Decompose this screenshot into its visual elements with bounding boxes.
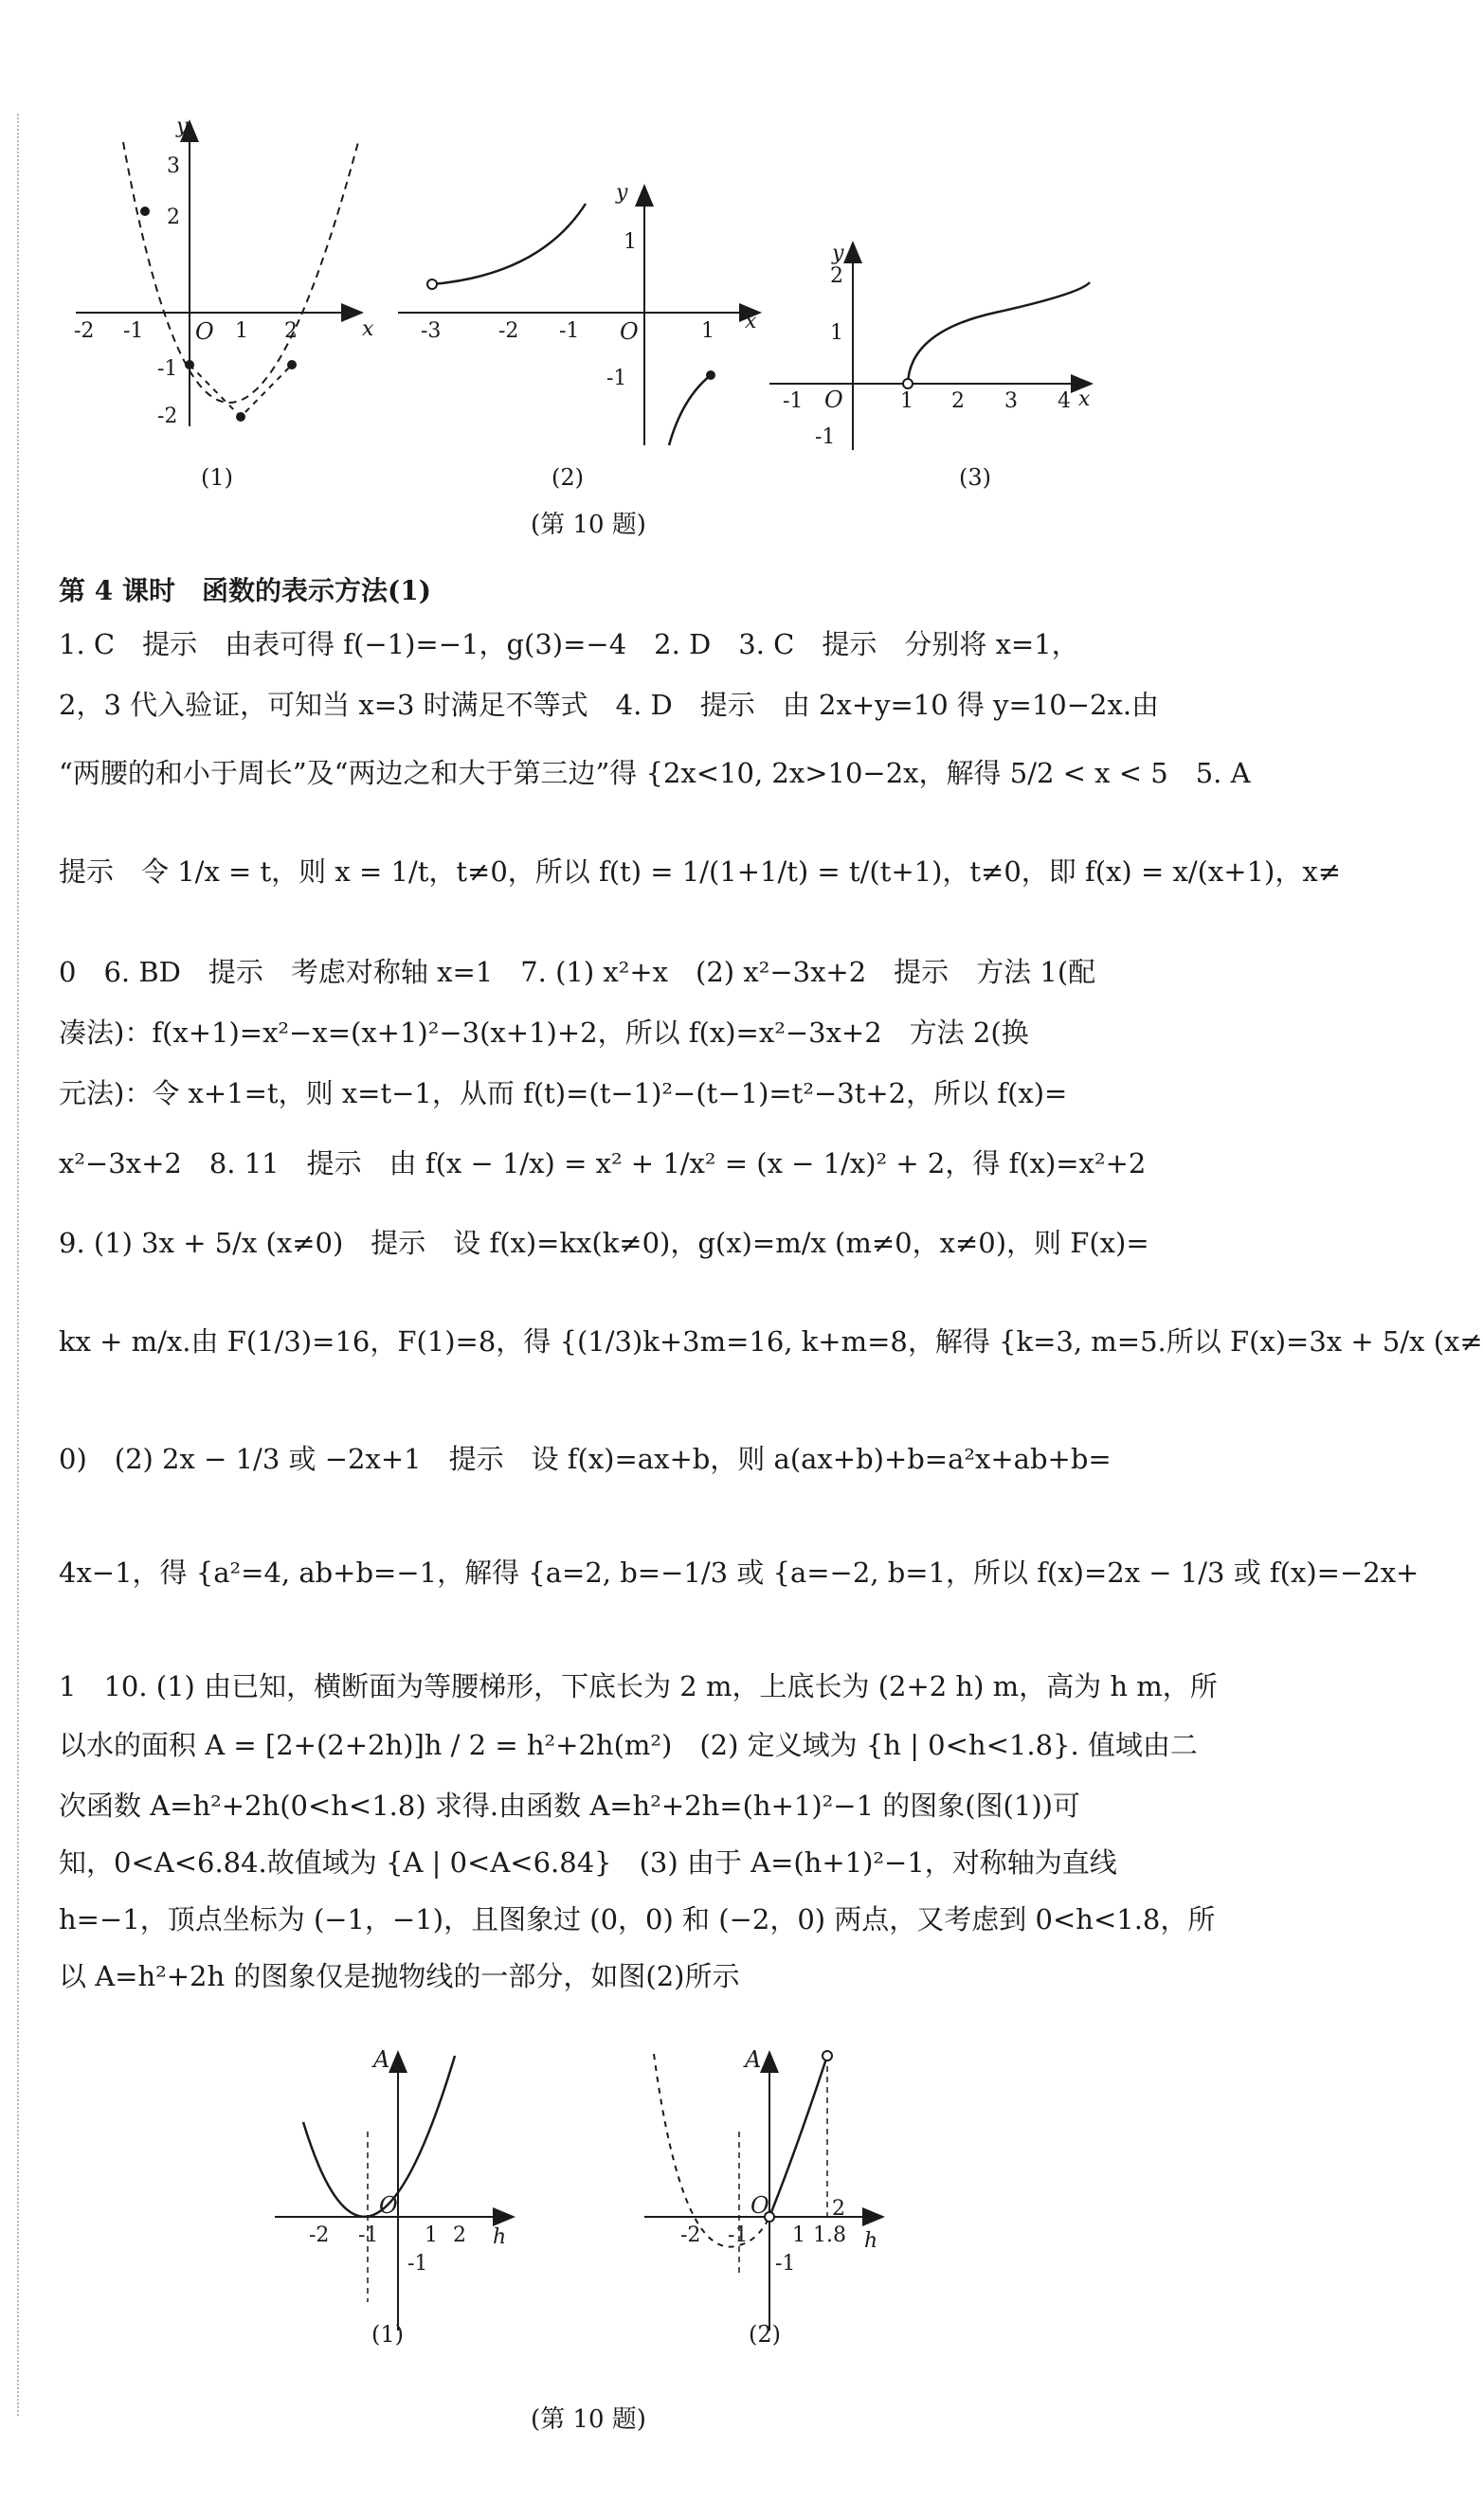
fig3-xtick-m1: -1 [783, 389, 804, 413]
top-figures-label: (第 10 题) [531, 511, 646, 539]
text-line-9: 9. (1) 3x + 5/x (x≠0) 提示 设 f(x)=kx(k≠0)，g(x)=m/x (m≠0，x≠0)，则 F(x)= [59, 1227, 1149, 1259]
fig3-caption: (3) [959, 464, 991, 491]
fig1-ytick-m2: -2 [157, 405, 178, 428]
fig2-xtick-m3: -3 [421, 319, 442, 343]
text-line-3: “两腰的和小于周长”及“两边之和大于第三边”得 {2x<10, 2x>10−2x，解得 5/2 < x < 5 5. A [59, 757, 1251, 789]
text-line-12: 4x−1，得 {a²=4, ab+b=−1，解得 {a=2, b=−1/3 或 {a=−2, b=1，所以 f(x)=2x − 1/3 或 f(x)=−2x+ [59, 1557, 1420, 1589]
bfig2-y-label: A [745, 2046, 762, 2073]
fig2-xtick-m2: -2 [498, 319, 519, 343]
fig1-xtick-2: 2 [284, 319, 298, 343]
bfig2-xtick-m2: -2 [680, 2223, 701, 2247]
fig2-open-point [427, 279, 437, 289]
bfig2-ytick-2: 2 [832, 2197, 845, 2221]
fig3-origin: O [824, 387, 843, 413]
text-line-4: 提示 令 1/x = t，则 x = 1/t，t≠0，所以 f(t) = 1/(1+1/t) = t/(t+1)，t≠0，即 f(x) = x/(x+1)，x≠ [59, 855, 1341, 888]
fig2-xtick-m1: -1 [559, 319, 580, 343]
fig2-origin: O [620, 318, 639, 345]
bfig2-open-end [823, 2051, 832, 2061]
fig3-open-point [903, 379, 913, 388]
text-line-6: 凑法)：f(x+1)=x²−x=(x+1)²−3(x+1)+2，所以 f(x)=x²−3x+2 方法 2(换 [59, 1017, 1029, 1049]
text-line-8: x²−3x+2 8. 11 提示 由 f(x − 1/x) = x² + 1/x² = (x − 1/x)² + 2，得 f(x)=x²+2 [59, 1147, 1147, 1179]
bottom-figure-1 [275, 2046, 512, 2348]
fig3-ytick-1: 1 [830, 321, 843, 345]
fig3-xtick-3: 3 [1004, 389, 1018, 413]
fig2-ytick-m1: -1 [606, 367, 627, 390]
fig1-caption: (1) [201, 464, 233, 491]
text-line-5: 0 6. BD 提示 考虑对称轴 x=1 7. (1) x²+x (2) x²−3x+2 提示 方法 1(配 [59, 956, 1096, 988]
bottom-figure-2 [644, 2046, 881, 2348]
fig1-point-a [140, 207, 150, 216]
bottom-figures-label: (第 10 题) [531, 2405, 646, 2434]
text-line-7: 元法)：令 x+1=t，则 x=t−1，从而 f(t)=(t−1)²−(t−1)=t²−3t+2，所以 f(x)= [59, 1077, 1068, 1109]
bfig1-x-label: h [493, 2225, 507, 2249]
text-line-15: 次函数 A=h²+2h(0<h<1.8) 求得.由函数 A=h²+2h=(h+1)²−1 的图象(图(1))可 [59, 1790, 1080, 1822]
text-line-10: kx + m/x.由 F(1/3)=16，F(1)=8，得 {(1/3)k+3m=16, k+m=8，解得 {k=3, m=5.所以 F(x)=3x + 5/x (x≠ [59, 1325, 1483, 1358]
fig1-x-label: x [362, 317, 374, 341]
fig3-x-label: x [1078, 387, 1091, 411]
figure-3-sqrt [769, 242, 1091, 491]
fig1-point-d [287, 360, 297, 369]
text-line-16: 知，0<A<6.84.故值域为 {A | 0<A<6.84} (3) 由于 A=(h+1)²−1，对称轴为直线 [59, 1846, 1117, 1879]
fig1-xtick-m1: -1 [123, 319, 144, 343]
bfig2-solid-part [769, 2056, 827, 2217]
bfig1-y-label: A [373, 2046, 390, 2073]
fig2-xtick-1: 1 [701, 319, 714, 343]
fig3-xtick-1: 1 [900, 389, 913, 413]
fig1-xtick-m2: -2 [74, 319, 95, 343]
fig1-origin: O [195, 318, 214, 345]
text-line-11: 0) (2) 2x − 1/3 或 −2x+1 提示 设 f(x)=ax+b，则 a(ax+b)+b=a²x+ab+b= [59, 1443, 1112, 1475]
bfig1-xtick-1: 1 [425, 2223, 438, 2247]
fig1-xtick-1: 1 [235, 319, 248, 343]
fig2-closed-point [706, 370, 715, 380]
fig1-y-label: y [176, 115, 189, 138]
bfig1-xtick-m2: -2 [309, 2223, 330, 2247]
top-figures [0, 0, 1257, 539]
fig2-x-label: x [745, 310, 757, 333]
text-line-17: h=−1，顶点坐标为 (−1，−1)，且图象过 (0，0) 和 (−2，0) 两点，又考虑到 0<h<1.8，所 [59, 1903, 1216, 1935]
text-line-2: 2，3 代入验证，可知当 x=3 时满足不等式 4. D 提示 由 2x+y=10 得 y=10−2x.由 [59, 689, 1160, 721]
fig3-ytick-2: 2 [830, 264, 843, 288]
fig2-caption: (2) [552, 464, 584, 491]
bfig2-xtick-m1: -1 [728, 2223, 749, 2247]
bfig2-origin: O [751, 2192, 769, 2219]
bfig1-caption: (1) [371, 2321, 404, 2348]
fig3-xtick-4: 4 [1058, 389, 1071, 413]
fig2-ytick-1: 1 [624, 230, 637, 254]
figure-2-hyperbola [398, 181, 758, 491]
fig1-dashed-bottom [190, 365, 292, 417]
section-title: 第 4 课时 函数的表示方法(1) [59, 575, 431, 606]
text-line-18: 以 A=h²+2h 的图象仅是抛物线的一部分，如图(2)所示 [59, 1960, 740, 1992]
fig1-ytick-m1: -1 [157, 357, 178, 381]
fig1-point-b [185, 360, 194, 369]
text-line-14: 以水的面积 A = [2+(2+2h)]h / 2 = h²+2h(m²) (2) 定义域为 {h | 0<h<1.8}. 值域由二 [59, 1729, 1198, 1761]
bfig2-caption: (2) [749, 2321, 781, 2348]
bfig1-xtick-2: 2 [453, 2223, 466, 2247]
fig3-xtick-2: 2 [951, 389, 965, 413]
fig1-ytick-3: 3 [167, 154, 180, 178]
bfig2-xtick-1: 1 [792, 2223, 805, 2247]
fig1-point-c [236, 412, 245, 422]
bfig1-xtick-m1: -1 [358, 2223, 379, 2247]
bfig1-ytick-m1: -1 [407, 2252, 428, 2276]
fig1-ytick-2: 2 [167, 206, 180, 229]
bfig2-x-label: h [864, 2229, 878, 2253]
fig3-y-label: y [832, 242, 844, 265]
fig2-left-branch [432, 204, 586, 284]
text-line-1: 1. C 提示 由表可得 f(−1)=−1，g(3)=−4 2. D 3. C 提示 分别将 x=1， [59, 628, 1079, 660]
bfig2-ytick-m1: -1 [775, 2252, 796, 2276]
fig2-right-branch [669, 375, 711, 445]
fig3-ytick-m1: -1 [815, 425, 836, 449]
bfig1-origin: O [379, 2192, 398, 2219]
fig2-y-label: y [616, 181, 628, 205]
text-line-13: 1 10. (1) 由已知，横断面为等腰梯形，下底长为 2 m，上底长为 (2+2 h) m，高为 h m，所 [59, 1670, 1218, 1702]
bfig2-xtick-18: 1.8 [813, 2223, 846, 2247]
fig3-curve [908, 282, 1090, 384]
figure-1-parabola [74, 115, 374, 491]
bottom-figures [0, 2027, 1257, 2501]
